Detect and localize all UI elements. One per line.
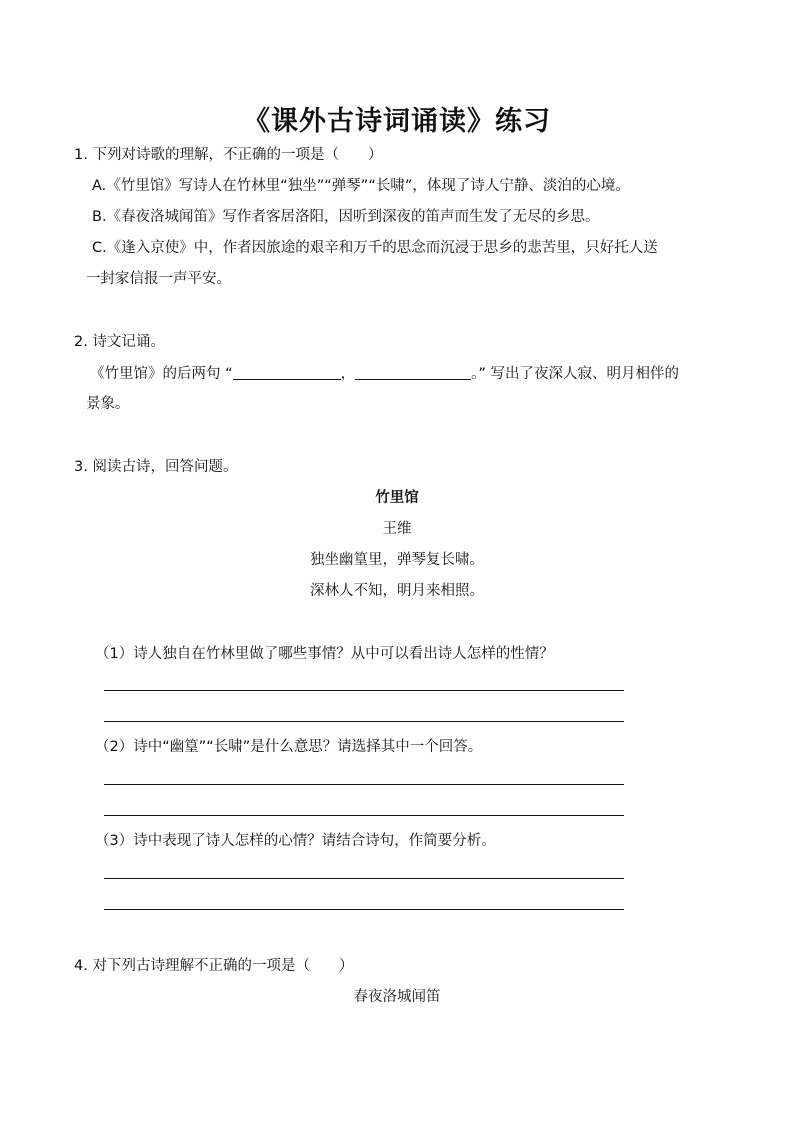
- question-2-line: [90, 363, 679, 384]
- question-4-poem-title: 春夜洛城闻笛: [353, 989, 441, 1005]
- question-2-suffix: 。” 写出了夜深人寂、明月相伴的: [471, 366, 679, 382]
- poem-line-2: 深林人不知，明月来相照。: [310, 583, 484, 599]
- answer-line[interactable]: [104, 815, 624, 816]
- question-2-prefix: 《竹里馆》的后两句 “: [90, 366, 233, 382]
- question-2-stem: 2. 诗文记诵。: [74, 334, 165, 350]
- answer-blank-2[interactable]: [355, 363, 471, 380]
- subquestion-3: （3）诗中表现了诗人怎样的心情？请结合诗句，作简要分析。: [95, 833, 496, 849]
- question-4-stem: 4. 对下列古诗理解不正确的一项是（ ）: [74, 958, 354, 974]
- question-1-option-b: B.《春夜洛城闻笛》写作者客居洛阳，因听到深夜的笛声而生发了无尽的乡思。: [92, 209, 600, 225]
- question-1-option-c-continued: 一封家信报一声平安。: [86, 271, 231, 287]
- answer-line[interactable]: [104, 784, 624, 785]
- question-1-option-a: A.《竹里馆》写诗人在竹林里“独坐”“弹琴”“长啸”，体现了诗人宁静、淡泊的心境。: [92, 178, 630, 194]
- question-1-option-c: C.《逢入京使》中，作者因旅途的艰辛和万千的思念而沉浸于思乡的悲苦里，只好托人送: [92, 240, 658, 256]
- poem-author: 王维: [382, 521, 412, 537]
- poem-line-1: 独坐幽篁里，弹琴复长啸。: [310, 552, 484, 568]
- answer-blank-1[interactable]: [233, 363, 341, 380]
- answer-line[interactable]: [104, 690, 624, 691]
- answer-line[interactable]: [104, 878, 624, 879]
- answer-line[interactable]: [104, 721, 624, 722]
- question-1-stem: 1. 下列对诗歌的理解，不正确的一项是（ ）: [74, 147, 383, 163]
- page-title: 《课外古诗词诵读》练习: [243, 106, 551, 137]
- question-2-separator: ，: [340, 366, 356, 382]
- question-2-line-2: 景象。: [86, 396, 130, 412]
- answer-line[interactable]: [104, 909, 624, 910]
- poem-title: 竹里馆: [375, 490, 419, 506]
- question-3-stem: 3. 阅读古诗，回答问题。: [74, 459, 238, 475]
- subquestion-1: （1）诗人独自在竹林里做了哪些事情？从中可以看出诗人怎样的性情？: [95, 646, 554, 662]
- subquestion-2: （2）诗中“幽篁”“长啸”是什么意思？请选择其中一个回答。: [95, 739, 483, 755]
